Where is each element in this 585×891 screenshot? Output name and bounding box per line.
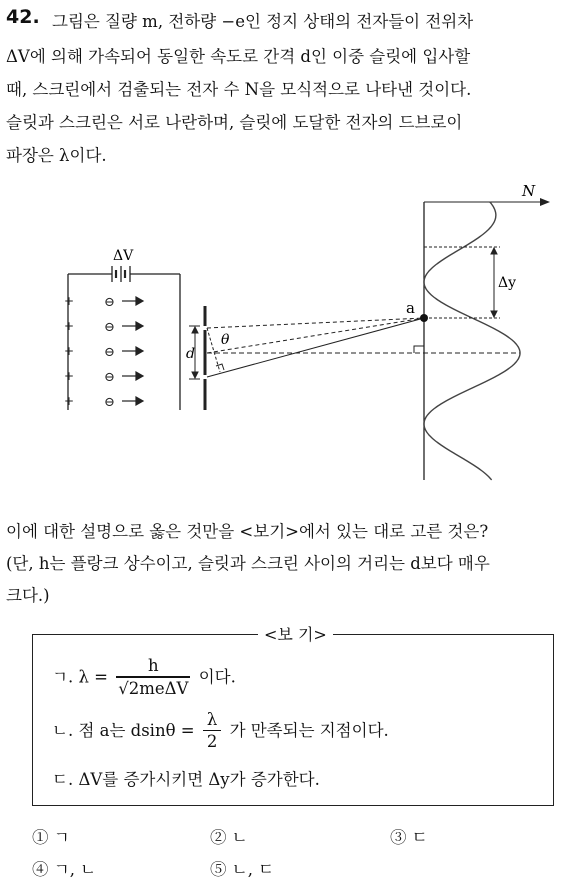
question-line-3: 때, 스크린에서 검출되는 전자 수 N을 모식적으로 나타낸 것이다. — [6, 80, 472, 99]
bogi-item-text: ΔV를 증가시키면 Δy가 증가한다. — [78, 770, 320, 789]
fringe-spacing-marker — [424, 247, 500, 318]
choice-2[interactable] — [210, 824, 248, 848]
choice-3[interactable] — [390, 824, 428, 848]
fringe-spacing-label: Δy — [498, 275, 517, 291]
bogi-item-suffix: 이다. — [198, 667, 236, 687]
double-slit-figure — [0, 180, 585, 490]
electron: ⊖ — [104, 370, 115, 385]
question-line-5: 파장은 λ이다. — [6, 146, 107, 165]
choice-label: ㄷ — [411, 828, 428, 847]
bogi-item-2 — [52, 710, 389, 753]
choice-number: ③ — [390, 828, 407, 847]
choice-number: ② — [210, 828, 227, 847]
n-axis-label: N — [522, 182, 536, 200]
plus-sign: + — [64, 369, 75, 383]
question-line-1: 그림은 질량 m, 전하량 −e인 정지 상태의 전자들이 전위차 — [52, 12, 474, 31]
bogi-title: <보 기> — [258, 622, 333, 645]
electron-arrows — [122, 297, 143, 405]
choice-number: ④ — [32, 860, 49, 879]
electron: ⊖ — [104, 395, 115, 410]
bogi-item-3 — [52, 766, 320, 790]
prompt-line-3: 크다.) — [6, 586, 50, 605]
question-line-2: ΔV에 의해 가속되어 동일한 속도로 간격 d인 이중 슬릿에 입사할 — [6, 47, 471, 66]
prompt-line-1: 이에 대한 설명으로 옳은 것만을 <보기>에서 있는 대로 고른 것은? — [6, 522, 489, 541]
electron: ⊖ — [104, 345, 115, 360]
plus-sign: + — [64, 344, 75, 358]
fraction-numerator: λ — [203, 710, 221, 731]
prompt-line-2: (단, h는 플랑크 상수이고, 슬릿과 스크린 사이의 거리는 d보다 매우 — [6, 554, 490, 573]
choice-1[interactable] — [32, 824, 70, 848]
slit-spacing-label: d — [186, 346, 195, 362]
plus-sign: + — [64, 394, 75, 408]
voltage-label: ΔV — [113, 248, 134, 264]
n-axis-arrow — [540, 198, 550, 206]
choice-label: ㄱ, ㄴ — [53, 860, 97, 879]
choice-number: ① — [32, 828, 49, 847]
bogi-item-marker: ㄴ. — [52, 721, 74, 740]
fraction-numerator: h — [116, 656, 190, 677]
theta-label: θ — [221, 332, 230, 348]
choice-5[interactable] — [210, 856, 274, 880]
question-number: 42. — [6, 6, 40, 28]
point-a-label: a — [406, 299, 415, 317]
choice-label: ㄴ — [231, 828, 248, 847]
bogi-item-suffix: 가 만족되는 지점이다. — [229, 721, 389, 740]
point-a-marker — [420, 314, 428, 322]
electron: ⊖ — [104, 295, 115, 310]
electron: ⊖ — [104, 320, 115, 335]
choice-label: ㄱ — [53, 828, 70, 847]
plus-sign: + — [64, 319, 75, 333]
path-geometry — [207, 318, 520, 377]
choice-number: ⑤ — [210, 860, 227, 879]
question-line-4: 슬릿과 스크린은 서로 나란하며, 슬릿에 도달한 전자의 드브로이 — [6, 113, 463, 132]
intensity-curve — [424, 202, 520, 480]
fraction — [116, 656, 190, 700]
bogi-item-1 — [52, 656, 236, 700]
plus-sign: + — [64, 294, 75, 308]
fraction — [203, 710, 221, 753]
bogi-item-marker: ㄱ. — [52, 667, 74, 687]
bogi-item-prefix: 점 a는 dsinθ = — [78, 721, 195, 740]
choice-label: ㄴ, ㄷ — [231, 860, 275, 879]
fraction-denominator: 2 — [206, 732, 218, 751]
fraction-denominator: √2meΔV — [118, 679, 189, 698]
battery-circuit — [68, 266, 180, 410]
choice-4[interactable] — [32, 856, 96, 880]
bogi-item-prefix: λ = — [78, 667, 108, 687]
bogi-item-marker: ㄷ. — [52, 770, 74, 789]
